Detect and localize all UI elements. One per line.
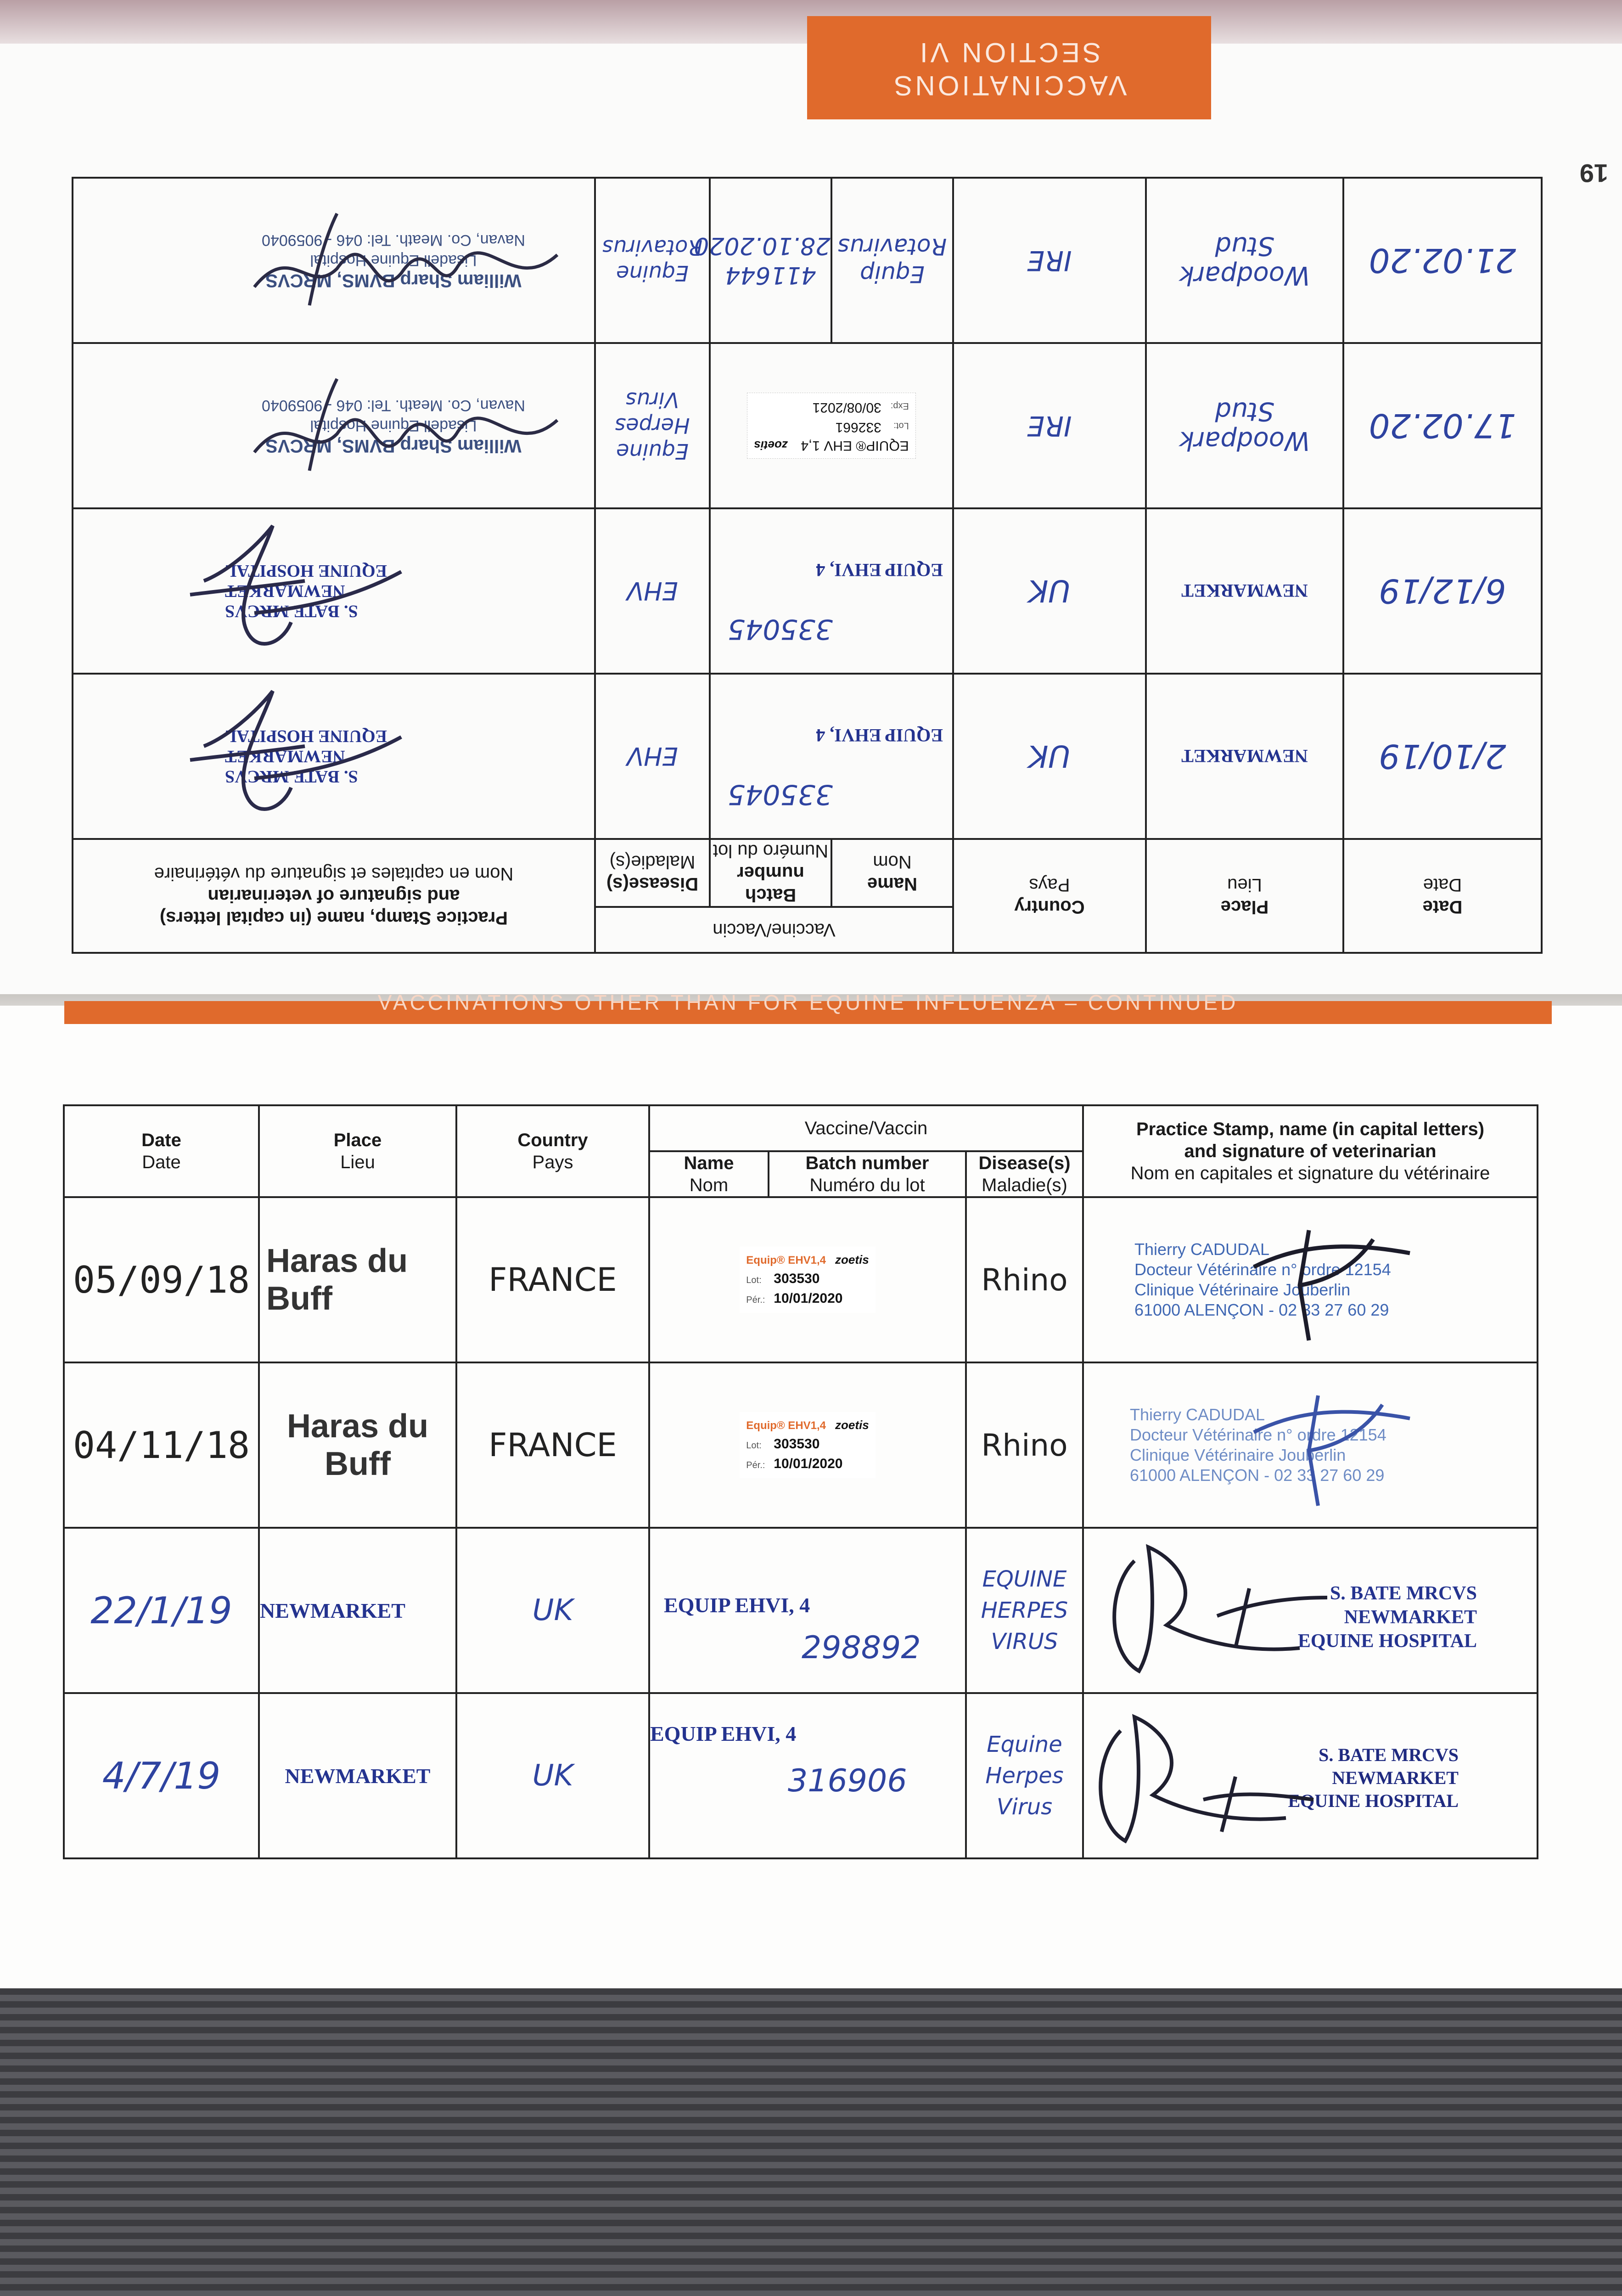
table-row [73,343,1542,508]
vaccine-label-sticker: Equip® EHV1,4 zoetis Lot: 303530 Pér.: 10/01/2020 [740,1247,875,1313]
stamp-cell: S. BATE MRCVS NEWMARKET EQUINE HOSPITAL [1083,1528,1538,1693]
stamp-cell: S. BATE MRCVS NEWMARKET EQUINE HOSPITAL [73,674,595,839]
signature-image [1235,1212,1419,1350]
header-country: Country Pays [953,839,1146,953]
header-date: Date Date [64,1105,259,1197]
country-cell: UK [456,1693,649,1858]
batch-number: 335045 [727,778,833,810]
country-cell: UK [953,508,1146,674]
disease-cell: EHV [595,674,710,839]
table-row [73,178,1542,343]
place-cell: NEWMARKET [1146,508,1343,674]
country-cell: FRANCE [456,1197,649,1362]
place-cell: Haras du Buff [259,1362,456,1528]
disease-cell: Rhino [966,1362,1083,1528]
header-date: Date Date [1343,839,1542,953]
signature-image [181,682,420,829]
table-row [64,1693,1538,1858]
place-cell: Woodpark Stud [1146,343,1343,508]
signature-image [1235,1377,1419,1515]
batch-number: 316906 [788,1763,907,1799]
vaccine-cell [710,674,953,839]
date-cell: 22/1/19 [64,1528,259,1693]
place-cell: NEWMARKET [259,1528,456,1693]
signature-image [245,204,567,324]
page-number: 19 [1579,159,1608,188]
country-cell: FRANCE [456,1362,649,1528]
date-cell: 17.02.20 [1343,343,1542,508]
place-cell: Woodpark Stud [1146,178,1343,343]
continued-heading: VACCINATIONS OTHER THAN FOR EQUINE INFLUENZA – CONTINUED [64,1001,1552,1024]
vet-stamp: Thierry CADUDAL Docteur Vétérinaire n° ordre 12154 Clinique Vétérinaire Jouberlin 61000 ALENÇON - 02 33 27 60 29 [1134,1240,1391,1319]
header-disease: Disease(s) Maladie(s) [595,839,710,907]
date-cell: 2/10/19 [1343,674,1542,839]
table-row [64,1528,1538,1693]
date-cell: 21.02.20 [1343,178,1542,343]
stamp-cell: S. BATE MRCVS NEWMARKET EQUINE HOSPITAL [73,508,595,674]
vaccine-name: EQUIP EHVI, 4 [650,1722,797,1745]
header-vaccine: Vaccine/Vaccin [595,907,953,953]
stamp-cell: S. BATE MRCVS NEWMARKET EQUINE HOSPITAL [1083,1693,1538,1858]
header-country: Country Pays [456,1105,649,1197]
section-banner [807,16,1211,119]
batch-number: 298892 [802,1630,921,1666]
header-name: Name Nom [831,839,953,907]
disease-cell: Equine Rotavirus [595,178,710,343]
date-cell: 04/11/18 [64,1362,259,1528]
disease-cell: Equine Herpes Virus [966,1693,1083,1858]
vaccine-label-sticker: EQUIP® EHV 1,4 zoetis Lot:332661 Exp:30/08/2021 [747,393,916,459]
header-vaccine: Vaccine/Vaccin [649,1105,1083,1151]
header-stamp: Practice Stamp, name (in capital letters) and signature of veterinarian Nom en capitales et signature du vétérinaire [1083,1105,1538,1197]
table-row [73,674,1542,839]
signature-image [1084,1703,1323,1855]
table-row [64,1362,1538,1528]
vaccine-name: Equip Rotavirus [831,178,953,343]
date-cell: 6/12/19 [1343,508,1542,674]
table-row [64,1197,1538,1362]
vaccine-cell [710,343,953,508]
stamp-cell: William Sharp BVMS, MRCVS Lisadell Equine Hospital Navan, Co. Meath. Tel: 046 - 9059040 [73,178,595,343]
header-place: Place Lieu [1146,839,1343,953]
batch-number: 335045 [727,613,833,645]
vaccine-cell [649,1197,966,1362]
place-cell: NEWMARKET [1146,674,1343,839]
stamp-cell [1083,1197,1538,1362]
vaccine-name: EQUIP EHVI, 4 [664,1593,810,1617]
date-cell: 4/7/19 [64,1693,259,1858]
place-cell: NEWMARKET [259,1693,456,1858]
place-cell: Haras du Buff [259,1197,456,1362]
date-cell: 05/09/18 [64,1197,259,1362]
vaccine-cell [710,508,953,674]
country-cell: UK [456,1528,649,1693]
lower-vaccination-table [63,1104,1538,1859]
disease-cell: Rhino [966,1197,1083,1362]
vaccine-label-sticker: Equip® EHV1,4 zoetis Lot: 303530 Pér.: 10/01/2020 [740,1412,875,1478]
signature-image [245,370,567,489]
header-name: Name Nom [649,1151,769,1197]
header-stamp: Practice Stamp, name (in capital letters) and signature of veterinarian Nom en capitales et signature du vétérinaire [73,839,595,953]
disease-cell: Equine Herpes Virus [595,343,710,508]
upper-vaccination-table [72,177,1543,954]
stamp-cell: William Sharp BVMS, MRCVS Lisadell Equine Hospital Navan, Co. Meath. Tel: 046 - 9059040 [73,343,595,508]
banner-subtitle: SECTION VI [917,37,1101,68]
binder-edge [0,1988,1622,2296]
upper-page-rotated [0,0,1622,1006]
disease-cell: EHV [595,508,710,674]
signature-image [1098,1533,1336,1689]
country-cell: UK [953,674,1146,839]
banner-title: VACCINATIONS [891,70,1127,101]
signature-image [181,517,420,664]
stamp-cell [1083,1362,1538,1528]
batch-number: 411644 28.10.2020 [710,178,831,343]
country-cell: IRE [953,343,1146,508]
country-cell: IRE [953,178,1146,343]
header-place: Place Lieu [259,1105,456,1197]
vaccine-name: EQUIP EHVI, 4 [816,725,943,746]
header-batch: Batch number Numéro du lot [710,839,831,907]
vet-stamp: Thierry CADUDAL Docteur Vétérinaire n° ordre 12154 Clinique Vétérinaire Jouberlin 61000 ALENÇON - 02 33 27 60 29 [1130,1405,1386,1485]
vaccine-cell [649,1693,966,1858]
table-row [73,508,1542,674]
header-disease: Disease(s) Maladie(s) [966,1151,1083,1197]
vaccine-cell [649,1362,966,1528]
header-batch: Batch number Numéro du lot [769,1151,966,1197]
vaccine-name: EQUIP EHVI, 4 [816,560,943,580]
disease-cell: EQUINE HERPES VIRUS [966,1528,1083,1693]
vaccine-cell [649,1528,966,1693]
